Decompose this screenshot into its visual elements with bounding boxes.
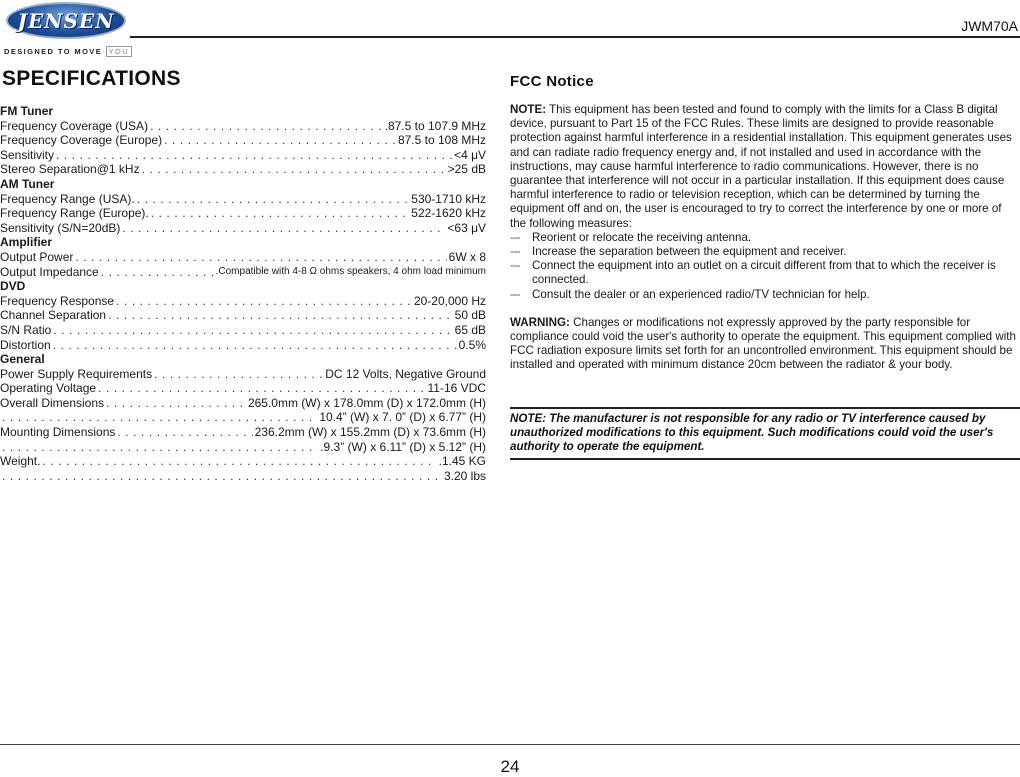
- spec-value: 0.5%: [458, 337, 486, 352]
- spec-row: [0, 440, 486, 455]
- fcc-body: [510, 103, 1018, 373]
- tagline-text: DESIGNED TO MOVE: [4, 47, 103, 56]
- spec-row: [0, 192, 486, 207]
- spec-value: .Compatible with 4-8 Ω ohms speakers, 4 ohm load minimum: [215, 265, 486, 277]
- fcc-measure-item: [510, 288, 1018, 302]
- spec-section-heading: FM Tuner: [0, 104, 54, 118]
- footer-divider: [0, 744, 1020, 745]
- page-title: SPECIFICATIONS: [2, 67, 181, 90]
- logo-badge: [6, 2, 126, 39]
- dot-leader: [137, 192, 410, 207]
- spec-label: Frequency Response: [0, 293, 115, 308]
- dot-leader: [75, 250, 446, 265]
- spec-row: [0, 294, 486, 309]
- fcc-measure-item: [510, 259, 1018, 287]
- spec-row: [0, 323, 486, 338]
- dot-leader: [2, 469, 442, 484]
- manufacturer-notice-box: [510, 407, 1020, 460]
- fcc-warning-paragraph: [510, 316, 1018, 373]
- specifications-list: [0, 104, 486, 483]
- spec-value: <4 μV: [454, 147, 486, 162]
- spec-row: [0, 250, 486, 265]
- spec-row: [0, 367, 486, 382]
- fcc-note-paragraph: [510, 103, 1018, 231]
- dot-leader: [53, 323, 452, 338]
- fcc-warning-label: WARNING:: [510, 315, 570, 329]
- spec-value: DC 12 Volts, Negative Ground: [325, 366, 486, 381]
- spec-label: Overall Dimensions: [0, 395, 105, 410]
- tagline-you: YOU: [106, 46, 132, 57]
- spec-value: 522-1620 kHz: [411, 206, 486, 221]
- dot-leader: [154, 367, 323, 382]
- spec-value: .9.3” (W) x 6.11” (D) x 5.12” (H): [320, 439, 486, 454]
- measure-bullet: ---: [510, 230, 521, 244]
- spec-row: [0, 162, 486, 177]
- measure-text: Connect the equipment into an outlet on a circuit different from that to which the receiver is connected.: [532, 259, 996, 287]
- spec-value: 265.0mm (W) x 178.0mm (D) x 172.0mm (H): [247, 395, 486, 410]
- measure-bullet: ---: [510, 287, 521, 301]
- measure-text: Consult the dealer or an experienced radio/TV technician for help.: [532, 287, 870, 301]
- spec-value: <63 μV: [447, 220, 486, 235]
- dot-leader: [116, 294, 412, 309]
- page-number: 24: [500, 757, 520, 776]
- measure-text: Increase the separation between the equipment and receiver.: [532, 245, 847, 259]
- fcc-measures-list: [510, 231, 1018, 302]
- fcc-measure-item: [510, 231, 1018, 245]
- spec-row: [0, 265, 486, 280]
- model-number: JWM70A: [961, 18, 1018, 34]
- spec-value: .1.45 KG: [438, 454, 486, 469]
- spec-label: S/N Ratio: [0, 322, 52, 337]
- spec-row: [0, 338, 486, 353]
- dot-leader: [2, 440, 318, 455]
- logo-wordmark: JENSEN: [17, 8, 115, 33]
- spec-value: .87.5 to 107.9 MHz: [384, 118, 486, 133]
- dot-leader: [106, 396, 246, 411]
- spec-value: >25 dB: [447, 162, 486, 177]
- spec-value: 10.4” (W) x 7. 0” (D) x 6.77” (H): [319, 410, 486, 425]
- spec-row: [0, 381, 486, 396]
- spec-label: Frequency Coverage (Europe): [0, 133, 163, 148]
- spec-section-heading: Amplifier: [0, 235, 53, 250]
- spec-row: [0, 396, 486, 411]
- spec-row: [0, 133, 486, 148]
- fcc-note-label: NOTE:: [510, 103, 547, 116]
- dot-leader: [53, 338, 457, 353]
- spec-label: Sensitivity (S/N=20dB): [0, 220, 121, 235]
- header-divider: [130, 36, 1020, 38]
- dot-leader: [56, 148, 452, 163]
- fcc-warning-text: Changes or modifications not expressly approved by the party responsible for compliance could void the user's authority to operate the equipment. This equipment complied with FCC radiation exposure limits set forth for an uncontrolled environment. This equipment should be installed and operated with minimum distance 20cm between the radiator & your body.: [510, 315, 1016, 372]
- spec-value: 65 dB: [454, 322, 486, 337]
- spec-label: Frequency Range (USA).: [0, 191, 135, 206]
- spec-label: Operating Voltage: [0, 381, 97, 396]
- spec-row: [0, 308, 486, 323]
- spec-value: 236.2mm (W) x 155.2mm (D) x 73.6mm (H): [254, 425, 486, 440]
- dot-leader: [122, 221, 445, 236]
- spec-value: 87.5 to 108 MHz: [397, 133, 486, 148]
- spec-row: [0, 410, 486, 425]
- spec-value: 20-20,000 Hz: [413, 293, 486, 308]
- spec-value: 6W x 8: [448, 249, 486, 264]
- dot-leader: [164, 133, 396, 148]
- dot-leader: [151, 206, 410, 221]
- dot-leader: [150, 119, 383, 134]
- brand-tagline: [4, 47, 132, 56]
- spec-value: 3.20 lbs: [443, 468, 486, 483]
- measure-bullet: ---: [510, 259, 521, 273]
- manufacturer-notice-text: NOTE: The manufacturer is not responsible for any radio or TV interference caused by unauthorized modifications to this equipment. Such modifications could void the user's authority to operate the equipment.: [510, 412, 994, 453]
- spec-section-heading: AM Tuner: [0, 176, 55, 191]
- dot-leader: [98, 381, 425, 396]
- spec-label: Sensitivity: [0, 147, 55, 162]
- dot-leader: [2, 410, 317, 425]
- spec-row: [0, 469, 486, 484]
- fcc-title: FCC Notice: [510, 73, 594, 90]
- spec-label: Output Impedance: [0, 264, 99, 279]
- dot-leader: [142, 162, 446, 177]
- spec-label: Mounting Dimensions: [0, 425, 116, 440]
- spec-label: Channel Separation: [0, 308, 107, 323]
- spec-label: Stereo Separation@1 kHz: [0, 162, 140, 177]
- spec-section-heading: General: [0, 352, 45, 367]
- spec-row: [0, 221, 486, 236]
- dot-leader: [108, 308, 453, 323]
- fcc-measure-item: [510, 245, 1018, 259]
- spec-value: 11-16 VDC: [427, 381, 486, 396]
- measure-bullet: ---: [510, 245, 521, 259]
- fcc-note-text: This equipment has been tested and found to comply with the limits for a Class B digital device, pursuant to Part 15 of the FCC Rules. These limits are designed to provide reasonable protection against harmful interference in a residential installation. This equipment generates uses and can radiate radio frequency energy and, if not installed and used in accordance with the instructions, may cause harmful interference to radio communications. However, there is no guarantee that interference will not occur in a particular installation. If this equipment does cause harmful interference to radio or television reception, which can be determined by turning the equipment off and on, the user is encouraged to try to correct the interference by one or more of the following measures:: [510, 103, 1012, 230]
- spec-label: Frequency Coverage (USA): [0, 118, 149, 133]
- spec-section-heading: DVD: [0, 279, 26, 294]
- spec-row: [0, 206, 486, 221]
- dot-leader: [101, 265, 214, 280]
- spec-value: 530-1710 kHz: [411, 191, 486, 206]
- spec-row: [0, 425, 486, 440]
- spec-label: Distortion: [0, 337, 51, 352]
- spec-row: [0, 148, 486, 163]
- spec-row: [0, 454, 486, 469]
- spec-label: Output Power: [0, 249, 74, 264]
- brand-logo: [2, 2, 130, 58]
- dot-leader: [117, 425, 252, 440]
- measure-text: Reorient or relocate the receiving antenna.: [532, 230, 752, 244]
- dot-leader: [42, 454, 436, 469]
- spec-row: [0, 119, 486, 134]
- spec-label: Frequency Range (Europe).: [0, 206, 149, 221]
- spec-value: 50 dB: [454, 308, 486, 323]
- spec-label: Weight.: [0, 454, 41, 469]
- spec-label: Power Supply Requirements: [0, 366, 153, 381]
